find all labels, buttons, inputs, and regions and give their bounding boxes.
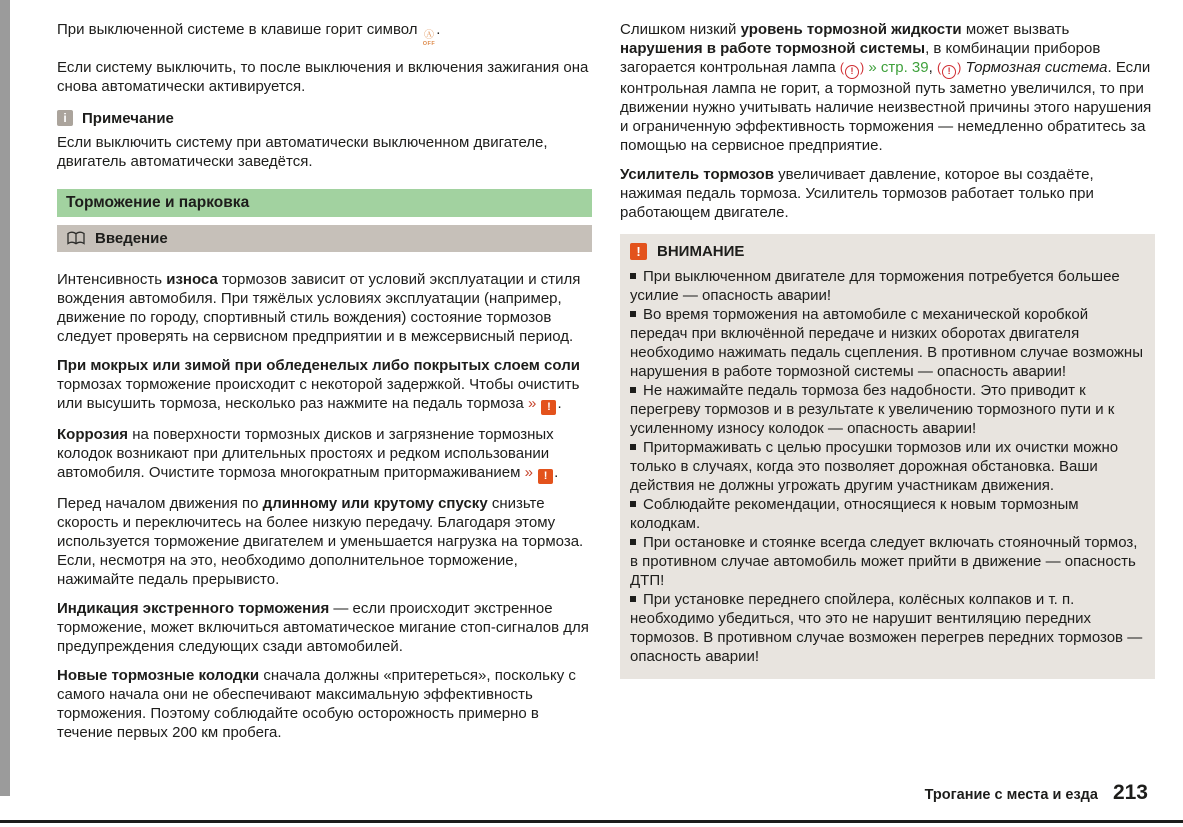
text-segment	[536, 395, 540, 412]
bold-text-segment: Новые тормозные колодки	[57, 666, 260, 684]
page-bottom-rule	[0, 820, 1183, 823]
bullet-marker	[630, 539, 636, 545]
lamp-circle: !	[845, 65, 859, 79]
bold-text-segment: Коррозия	[57, 425, 129, 443]
paragraph	[57, 20, 592, 48]
text-segment: Перед началом движения по	[57, 494, 263, 512]
bullet-marker	[630, 387, 636, 393]
text-segment: тормозов зависит от условий эксплуатации и стиля вождения автомобиля. При тяжёлых условиях эксплуатации (например, движение по городу, спортивный стиль вождения) состояние тормозов следует проверять на сервисном предприятии и в межсервисный период.	[57, 270, 581, 345]
warning-icon: !	[630, 243, 647, 260]
text-segment: снизьте скорость и переключитесь на более низкую передачу. Благодаря этому используется торможение двигателем и уменьшается нагрузка на тормоза. Если, несмотря на это, необходимо дополнительное торможение, нажимайте педаль прерывисто.	[57, 494, 584, 588]
paragraph	[57, 270, 592, 346]
paragraph	[57, 58, 592, 96]
note-body: Если выключить систему при автоматически выключенном двигателе, двигатель автоматически заведётся.	[57, 133, 548, 170]
warning-item-text: Соблюдайте рекомендации, относящиеся к новым тормозным колодкам.	[630, 495, 1079, 532]
section-title-bar: Торможение и парковка	[57, 189, 592, 217]
warning-box-header	[630, 243, 1143, 260]
warning-list-item	[630, 438, 1143, 495]
warning-item-text: При остановке и стоянке всегда следует включать стояночный тормоз, в противном случае автомобиль может прийти в движение — опасность ДТП!	[630, 533, 1138, 589]
bullet-marker	[630, 444, 636, 450]
text-segment	[533, 464, 537, 481]
warning-item-text: При выключенном двигателе для торможения потребуется большее усилие — опасность аварии!	[630, 267, 1120, 304]
brake-warning-lamp-icon: ( ! )	[840, 61, 864, 75]
text-segment: .	[436, 21, 441, 38]
warning-item-text: Притормаживать с целью просушки тормозов или их очистки можно только в случаях, когда это позволяет дорожная обстановка. Ваши действия не должны угрожать другим участникам движения.	[630, 438, 1119, 494]
subsection-label: Введение	[95, 229, 168, 247]
warning-list-item	[630, 590, 1143, 666]
astop-letter: Ⓐ	[423, 30, 434, 41]
page-reference-link[interactable]: » стр. 39	[868, 59, 929, 76]
warning-list-item	[630, 495, 1143, 533]
paragraph	[57, 425, 592, 484]
info-icon: i	[57, 110, 73, 126]
paragraph	[57, 494, 592, 589]
reference-arrow: »	[527, 394, 537, 412]
bold-text-segment: уровень тормозной жидкости	[740, 21, 962, 38]
paragraph	[57, 666, 592, 742]
page-edge-strip	[0, 0, 10, 796]
warning-list-item	[630, 267, 1143, 305]
bullet-marker	[630, 273, 636, 279]
text-segment: увеличивает давление, которое вы создаёте, нажимая педаль тормоза. Усилитель тормозов работает только при работающем двигателе.	[620, 165, 1094, 221]
text-segment: Если систему выключить, то после выключения и включения зажигания она снова автоматически активируется.	[57, 58, 589, 95]
text-segment: .	[554, 463, 559, 481]
bold-text-segment: длинному или крутому спуску	[262, 494, 488, 512]
footer-section-title: Трогание с места и езда	[924, 787, 1098, 803]
page-footer	[925, 781, 1148, 805]
auto-start-stop-off-icon	[423, 31, 436, 48]
bold-text-segment: Индикация экстренного торможения	[57, 599, 330, 617]
text-segment: тормозах торможение происходит с некоторой задержкой. Чтобы очистить или высушить тормоза, несколько раз нажмите на педаль тормоза	[57, 375, 580, 412]
note-header	[57, 110, 592, 127]
paragraph	[620, 165, 1155, 222]
bullet-marker	[630, 311, 636, 317]
bold-text-segment: нарушения в работе тормозной системы	[620, 40, 926, 57]
footer-page-number: 213	[1112, 781, 1148, 804]
text-segment: . Если контрольная лампа не горит, а тормозной путь заметно увеличился, то при движении нужно учитывать наличие неизвестной причины этого нарушения и ограниченную эффективность торможения — немедленно обратитесь за помощью на сервисное предприятие.	[620, 59, 1152, 154]
text-segment: сначала должны «притереться», поскольку с самого начала они не обеспечивают максимальную эффективность торможения. Поэтому соблюдайте особую осторожность примерно в течение первых 200 км пробега.	[57, 666, 576, 741]
text-segment: .	[557, 394, 562, 412]
paragraph	[57, 356, 592, 415]
warning-item-text: Во время торможения на автомобиле с механической коробкой передач при включённой передаче и низких оборотах двигателя необходимо нажимать педаль сцепления. В противном случае возможны нарушения в работе тормозной системы — опасность аварии!	[630, 305, 1143, 380]
subsection-title-bar	[57, 225, 592, 252]
warning-icon: !	[538, 469, 553, 484]
warning-icon: !	[541, 400, 556, 415]
warning-list-item	[630, 381, 1143, 438]
warning-list-item	[630, 305, 1143, 381]
bold-text-segment: При мокрых или зимой при обледенелых либо покрытых слоем соли	[57, 356, 580, 374]
bullet-marker	[630, 596, 636, 602]
note-label: Примечание	[82, 109, 174, 127]
bold-text-segment: износа	[166, 270, 218, 288]
reference-arrow: »	[524, 463, 533, 481]
page-content	[57, 20, 1155, 752]
left-column	[57, 20, 592, 752]
paragraph	[620, 20, 1155, 155]
text-segment: на поверхности тормозных дисков и загрязнение тормозных колодок возникают при длительных простоях и редком использовании автомобиля. Очистите тормоза многократным притормаживанием	[57, 425, 554, 481]
text-segment: При выключенной системе в клавише горит символ	[57, 21, 422, 38]
warning-item-list	[630, 267, 1143, 666]
text-segment: Интенсивность	[57, 270, 167, 288]
text-segment: ,	[928, 59, 937, 76]
paragraph	[57, 599, 592, 656]
right-column	[620, 20, 1155, 752]
bullet-marker	[630, 501, 636, 507]
lamp-circle: !	[942, 65, 956, 79]
warning-list-item	[630, 533, 1143, 590]
open-book-icon	[66, 231, 86, 246]
brake-warning-lamp-icon: ( ! )	[937, 61, 961, 75]
text-segment: — если происходит экстренное торможение, может включиться автоматическое мигание стоп-сигналов для предупреждения следующих сзади автомобилей.	[57, 599, 589, 655]
astop-off-label: OFF	[422, 41, 436, 47]
warning-item-text: Не нажимайте педаль тормоза без надобности. Это приводит к перегреву тормозов и в результате к увеличению тормозного пути и к усиленному износу колодок — опасность аварии!	[630, 381, 1115, 437]
bold-text-segment: Усилитель тормозов	[620, 165, 774, 183]
text-segment: , в комбинации приборов загорается контрольная лампа	[620, 40, 1101, 76]
warning-title: ВНИМАНИЕ	[657, 242, 745, 260]
italic-text-segment: Тормозная система	[965, 59, 1108, 76]
warning-box	[620, 234, 1155, 679]
warning-item-text: При установке переднего спойлера, колёсных колпаков и т. п. необходимо убедиться, что это не нарушит вентиляцию передних тормозов. В противном случае возможен перегрев передних тормозов — опасность аварии!	[630, 590, 1143, 665]
text-segment: может вызвать	[961, 21, 1070, 38]
text-segment: Слишком низкий	[620, 21, 741, 38]
